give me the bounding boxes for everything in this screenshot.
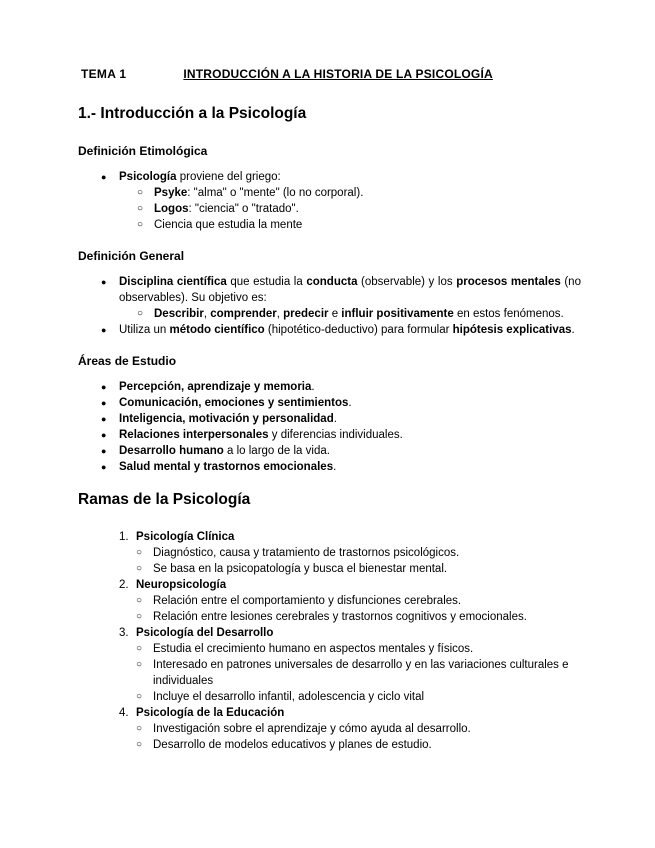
text-segment: Utiliza un [119, 324, 170, 336]
text-segment: Psicología del Desarrollo [136, 627, 274, 639]
subheading-definicion-etimologica: Definición Etimológica [78, 144, 208, 158]
list-subitem [136, 609, 581, 625]
list-subitem [136, 641, 581, 657]
list-item [101, 395, 581, 411]
numbered-item [119, 705, 581, 721]
list-subitem [136, 593, 581, 609]
bullet-icon: ● [101, 325, 107, 335]
list-item [101, 274, 581, 306]
list-item [101, 459, 581, 475]
text-segment: Psicología [119, 171, 177, 183]
list-item-text [119, 169, 581, 185]
circle-bullet-icon: ○ [137, 187, 144, 198]
text-segment: Desarrollo humano [119, 445, 224, 457]
text-segment: . [333, 461, 337, 473]
text-segment: e [328, 308, 342, 320]
bullet-icon: ● [101, 462, 107, 472]
list-definicion-etimologica [78, 169, 581, 233]
list-item-text [153, 561, 581, 577]
text-segment: comprender [210, 308, 277, 320]
circle-bullet-icon: ○ [136, 563, 143, 574]
list-subitem [137, 306, 581, 322]
numbered-item [119, 577, 581, 593]
list-item-text [153, 689, 581, 705]
list-item-text [153, 593, 581, 609]
text-segment: método científico [169, 324, 265, 336]
list-item-text [119, 427, 581, 443]
circle-bullet-icon: ○ [136, 595, 143, 606]
list-subitem [136, 737, 581, 753]
circle-bullet-icon: ○ [136, 611, 143, 622]
list-item-text [154, 185, 581, 201]
list-subitem [137, 217, 581, 233]
text-segment: (no observables). Su objetivo es: [119, 276, 581, 304]
text-segment: Logos [154, 203, 189, 215]
text-segment: predecir [283, 308, 329, 320]
list-subitem [136, 657, 581, 689]
text-segment: Relación entre el comportamiento y disfunciones cerebrales. [153, 595, 462, 607]
text-segment: Incluye el desarrollo infantil, adolescencia y ciclo vital [153, 691, 425, 703]
list-item-text [154, 201, 581, 217]
bullet-icon: ● [101, 414, 107, 424]
text-segment: conducta [306, 276, 358, 288]
circle-bullet-icon: ○ [136, 723, 143, 734]
list-definicion-general [78, 274, 581, 338]
list-item-text [119, 274, 581, 306]
list-subitem [136, 689, 581, 705]
text-segment: Percepción, aprendizaje y memoria [119, 381, 312, 393]
list-item-text [119, 443, 581, 459]
circle-bullet-icon: ○ [136, 547, 143, 558]
bullet-icon: ● [101, 382, 107, 392]
list-item-text [119, 411, 581, 427]
document-title: INTRODUCCIÓN A LA HISTORIA DE LA PSICOLOGÍA [183, 67, 493, 81]
text-segment: proviene del griego: [176, 171, 281, 183]
subheading-definicion-general: Definición General [78, 249, 185, 263]
list-item-text [154, 217, 581, 233]
list-item-text [119, 395, 581, 411]
numbered-item-title [136, 577, 581, 593]
text-segment: Inteligencia, motivación y personalidad [119, 413, 334, 425]
list-number: 3. [119, 627, 129, 639]
text-segment: procesos mentales [456, 276, 561, 288]
text-segment: Salud mental y trastornos emocionales [119, 461, 334, 473]
list-subitem [137, 201, 581, 217]
text-segment: . [333, 413, 337, 425]
list-areas-de-estudio [78, 379, 581, 475]
heading-ramas-psicologia: Ramas de la Psicología [78, 491, 251, 508]
text-segment: : "alma" o "mente" (lo no corporal). [187, 187, 364, 199]
text-segment: Psyke [154, 187, 188, 199]
text-segment: . [571, 324, 575, 336]
bullet-icon: ● [101, 172, 107, 182]
text-segment: influir positivamente [341, 308, 454, 320]
bullet-icon: ● [101, 277, 107, 287]
list-number: 1. [119, 531, 129, 543]
text-segment: , [276, 308, 284, 320]
numbered-item-title [136, 705, 581, 721]
text-segment: (hipotético-deductivo) para formular [264, 324, 453, 336]
text-segment: Neuropsicología [136, 579, 227, 591]
text-segment: en estos fenómenos. [453, 308, 564, 320]
list-subitem [136, 721, 581, 737]
numbered-item-title [136, 625, 581, 641]
text-segment: Ciencia que estudia la mente [154, 219, 303, 231]
list-item-text [153, 545, 581, 561]
list-item [101, 411, 581, 427]
text-segment: . [348, 397, 352, 409]
list-item-text [119, 459, 581, 475]
text-segment: Desarrollo de modelos educativos y planes de estudio. [153, 739, 432, 751]
bullet-icon: ● [101, 430, 107, 440]
text-segment: Describir [154, 308, 204, 320]
list-item-text [153, 657, 581, 689]
list-item [101, 443, 581, 459]
circle-bullet-icon: ○ [136, 739, 143, 750]
circle-bullet-icon: ○ [137, 203, 144, 214]
list-item-text [119, 322, 581, 338]
list-item-text [153, 737, 581, 753]
text-segment: Diagnóstico, causa y tratamiento de trastornos psicológicos. [153, 547, 460, 559]
list-item-text [153, 721, 581, 737]
text-segment: Investigación sobre el aprendizaje y cómo ayuda al desarrollo. [153, 723, 471, 735]
text-segment: Estudia el crecimiento humano en aspectos mentales y físicos. [153, 643, 474, 655]
list-subitem [136, 561, 581, 577]
list-item [101, 169, 581, 185]
text-segment: Relación entre lesiones cerebrales y trastornos cognitivos y emocionales. [153, 611, 527, 623]
circle-bullet-icon: ○ [136, 659, 143, 670]
text-segment: , [203, 308, 211, 320]
numbered-item [119, 529, 581, 545]
circle-bullet-icon: ○ [137, 219, 144, 230]
text-segment: y diferencias individuales. [268, 429, 403, 441]
text-segment: (observable) y los [357, 276, 457, 288]
numbered-item [119, 625, 581, 641]
text-segment: Disciplina científica [119, 276, 227, 288]
list-item-text [154, 306, 581, 322]
text-segment: Interesado en patrones universales de desarrollo y en las variaciones culturales e individuales [153, 659, 569, 687]
list-item [101, 427, 581, 443]
text-segment: a lo largo de la vida. [223, 445, 330, 457]
text-segment: Psicología Clínica [136, 531, 235, 543]
heading-introduccion-psicologia: 1.- Introducción a la Psicología [78, 105, 307, 122]
numbered-item-title [136, 529, 581, 545]
text-segment: Relaciones interpersonales [119, 429, 269, 441]
list-item [101, 322, 581, 338]
list-item-text [119, 379, 581, 395]
list-number: 2. [119, 579, 129, 591]
circle-bullet-icon: ○ [137, 308, 144, 319]
text-segment: : "ciencia" o "tratado". [188, 203, 299, 215]
text-segment: Comunicación, emociones y sentimientos [119, 397, 349, 409]
list-item-text [153, 609, 581, 625]
text-segment: hipótesis explicativas [452, 324, 572, 336]
circle-bullet-icon: ○ [136, 691, 143, 702]
bullet-icon: ● [101, 446, 107, 456]
bullet-icon: ● [101, 398, 107, 408]
circle-bullet-icon: ○ [136, 643, 143, 654]
list-subitem [137, 185, 581, 201]
text-segment: que estudia la [226, 276, 307, 288]
text-segment: . [311, 381, 315, 393]
subheading-areas-de-estudio: Áreas de Estudio [78, 354, 177, 368]
text-segment: Se basa en la psicopatología y busca el bienestar mental. [153, 563, 448, 575]
tema-label: TEMA 1 [81, 67, 127, 81]
list-item [101, 379, 581, 395]
document-header [78, 66, 581, 82]
list-ramas [78, 529, 581, 753]
list-subitem [136, 545, 581, 561]
list-item-text [153, 641, 581, 657]
text-segment: Psicología de la Educación [136, 707, 285, 719]
list-number: 4. [119, 707, 129, 719]
